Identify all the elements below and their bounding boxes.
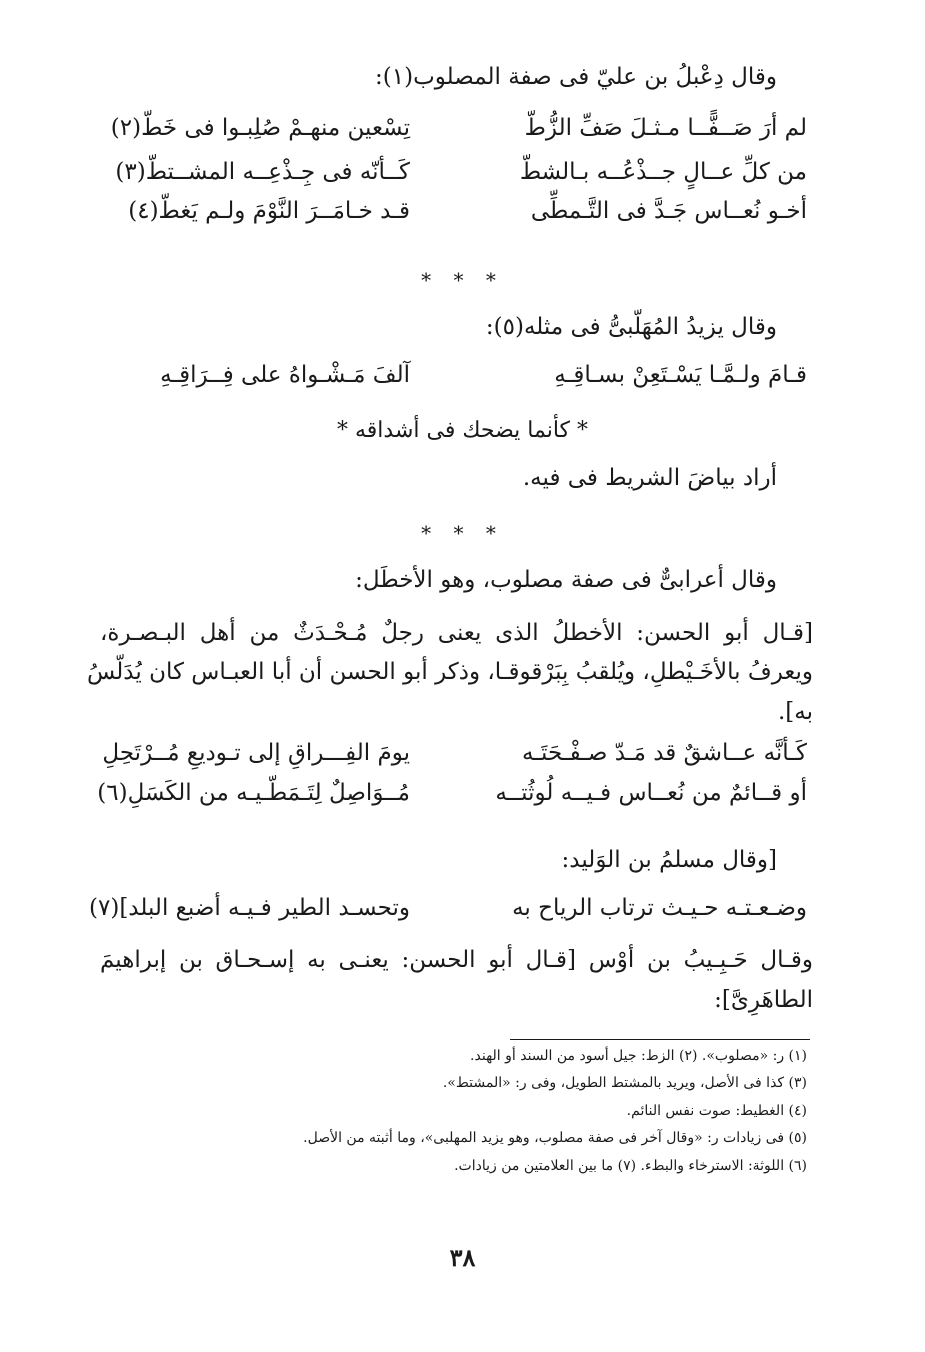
poem2-centered-verse: * كأنما يضحك فى أشداقه *	[336, 418, 588, 443]
section-separator: * * *	[421, 521, 504, 545]
poem3-verse2-second-hemistich: مُــوَاصِلٌ لِتَـمَطّـيـه من الكَسَلِ(٦)	[97, 780, 410, 806]
footnote-line1: (١) ر: «مصلوب». (٢) الزط: جيل أسود من السند أو الهند.	[470, 1048, 807, 1064]
poem4-intro: [وقال مسلمُ بن الوَليد:	[561, 847, 777, 873]
poem4-verse-first-hemistich: وضـعـتـه حـيـث ترتاب الرياح به	[512, 895, 807, 921]
poem4-verse-second-hemistich: وتحسـد الطير فـيـه أضبع البلد](٧)	[89, 895, 410, 921]
poem2-verse-second-hemistich: آلفَ مَـشْـواهُ على فِــرَاقِـهِ	[160, 362, 410, 388]
poem3-verse1-first-hemistich: كَـأنَّه عــاشقٌ قد مَـدّ صـفْـحَتَـه	[521, 740, 807, 766]
footnote-line5: (٦) اللوثة: الاسترخاء والبطء. (٧) ما بين العلامتين من زيادات.	[454, 1158, 807, 1174]
footnote-line4: (٥) فى زيادات ر: «وقال آخر فى صفة مصلوب، وهو يزيد المهلبى»، وما أثبته من الأصل.	[303, 1130, 807, 1146]
poem1-verse1-second-hemistich: تِسْعين منهـمْ صُلِبـوا فى خَطّ(٢)	[110, 115, 410, 141]
poem3-intro: وقال أعرابىٌّ فى صفة مصلوب، وهو الأخطَل:	[355, 567, 777, 593]
poem1-verse2-first-hemistich: من كلِّ عــالٍ جــذْعُــه بـالشطّ	[519, 159, 807, 185]
poem3-verse2-first-hemistich: أو قــائمٌ من نُعــاس فـيــه لُوثُتــه	[495, 780, 807, 806]
page-number: ٣٨	[449, 1243, 476, 1272]
poem2-verse-first-hemistich: قـامَ ولـمَّـا يَسْـتَعِنْ بسـاقِـهِ	[554, 362, 807, 388]
poem5-prose-line2: الطاهَرِىَّ]:	[714, 987, 813, 1013]
poem1-verse3-first-hemistich: أخـو نُعــاس جَـدَّ فى التَّـمطِّى	[530, 198, 807, 224]
poem1-intro: وقال دِعْبلُ بن عليّ فى صفة المصلوب(١):	[375, 64, 777, 90]
poem5-prose-line1: وقـال حَـبِـيبُ بن أوْس [قـال أبو الحسن: يعنـى به إسـحـاق بن إبراهيمَ	[100, 947, 813, 973]
poem2-intro: وقال يزيدُ المُهَلّبىُّ فى مثله(٥):	[485, 314, 777, 340]
poem3-verse1-second-hemistich: يومَ الفِـــراقِ إلى تـوديعِ مُــرْتَحِلِ	[102, 740, 410, 766]
footnote-line2: (٣) كذا فى الأصل، ويريد بالمشتط الطويل، وفى ر: «المشتط».	[442, 1075, 807, 1091]
footnote-divider	[510, 1039, 810, 1040]
footnote-line3: (٤) الغطيط: صوت نفس النائم.	[626, 1103, 807, 1119]
poem3-prose-line3: به].	[777, 699, 813, 725]
poem1-verse1-first-hemistich: لم أرَ صَــفًّــا مـثـلَ صَفِّ الزُّطّ	[524, 115, 807, 141]
poem2-note: أراد بياضَ الشريط فى فيه.	[522, 465, 777, 491]
poem3-prose-line1: [قـال أبو الحسن: الأخطلُ الذى يعنى رجلٌ مُـحْـدَثٌ من أهل البـصـرة،	[100, 620, 813, 646]
poem1-verse3-second-hemistich: قـد خـامَــرَ النَّوْمَ ولـم يَغطّ(٤)	[128, 198, 410, 224]
section-separator: * * *	[421, 268, 504, 292]
poem1-verse2-second-hemistich: كَــأنّه فى جِـذْعِــه المشــتطّ(٣)	[115, 159, 410, 185]
poem3-prose-line2: ويعرفُ بالأخَـيْطلِ، ويُلقبُ بِبَرْقوقـا، وذكر أبو الحسن أن أبا العبـاس كان يُدَلّسُ	[86, 659, 813, 685]
